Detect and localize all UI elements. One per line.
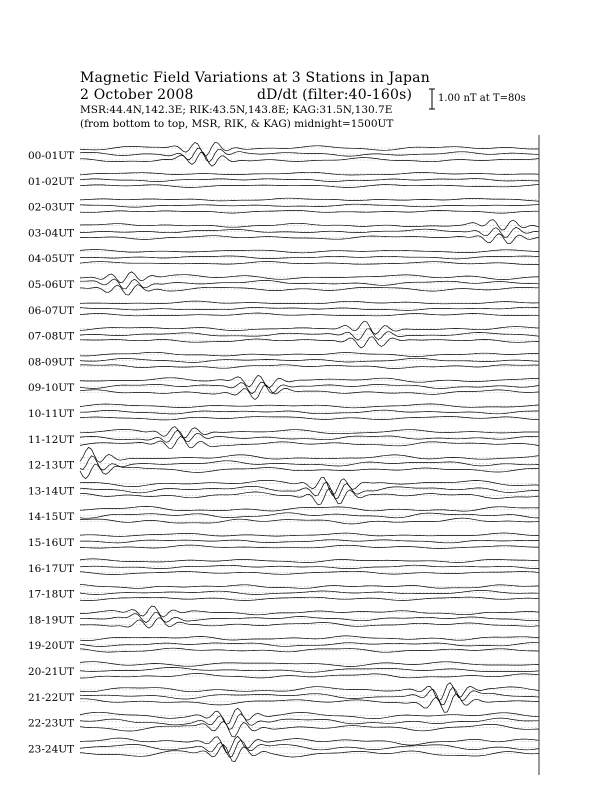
trace-rik: [80, 256, 539, 259]
trace-kag: [80, 365, 539, 369]
station-order-note: (from bottom to top, MSR, RIK, & KAG) midnight=1500UT: [80, 118, 394, 130]
trace-msr: [80, 636, 539, 641]
trace-msr: [80, 447, 539, 462]
hour-label: 03-04UT: [28, 227, 75, 240]
trace-rows: [28, 143, 539, 762]
trace-msr: [80, 427, 539, 438]
trace-kag: [80, 313, 539, 316]
hour-label: 16-17UT: [28, 562, 75, 575]
trace-msr: [80, 736, 539, 752]
scale-label: 1.00 nT at T=80s: [438, 93, 526, 104]
trace-msr: [80, 272, 539, 283]
trace-rik: [80, 307, 539, 310]
trace-msr: [80, 559, 539, 563]
trace-msr: [80, 172, 539, 175]
trace-msr: [80, 352, 539, 356]
hour-label: 11-12UT: [28, 433, 75, 446]
hour-label: 15-16UT: [28, 537, 75, 549]
trace-rik: [80, 179, 539, 182]
trace-rik: [80, 410, 539, 414]
trace-msr: [80, 404, 539, 408]
hour-label: 10-11UT: [28, 408, 75, 420]
hour-label: 04-05UT: [28, 253, 75, 266]
trace-rik: [80, 687, 539, 705]
trace-kag: [80, 648, 539, 652]
hour-label: 12-13UT: [28, 459, 75, 472]
hour-label: 02-03UT: [28, 201, 75, 214]
trace-kag: [80, 545, 539, 548]
trace-msr: [80, 477, 539, 495]
scale-bar: [429, 89, 435, 109]
trace-msr: [80, 708, 539, 724]
trace-rik: [80, 358, 539, 362]
trace-kag: [80, 153, 539, 167]
trace-msr: [80, 198, 539, 201]
hour-label: 19-20UT: [28, 640, 75, 653]
trace-msr: [80, 321, 539, 334]
trace-msr: [80, 533, 539, 536]
hour-label: 05-06UT: [28, 279, 75, 291]
hour-label: 06-07UT: [28, 304, 75, 317]
trace-rik: [80, 590, 539, 594]
trace-rik: [80, 513, 539, 518]
trace-rik: [80, 204, 539, 207]
trace-rik: [80, 382, 539, 394]
hour-label: 20-21UT: [28, 666, 75, 678]
trace-rik: [80, 329, 539, 340]
trace-rik: [80, 227, 539, 237]
trace-rik: [80, 667, 539, 672]
trace-kag: [80, 488, 539, 505]
trace-kag: [80, 262, 539, 265]
hour-label: 21-22UT: [28, 691, 75, 704]
hour-label: 17-18UT: [28, 588, 75, 601]
hour-label: 22-23UT: [28, 717, 75, 730]
trace-kag: [80, 721, 539, 737]
hour-label: 00-01UT: [28, 150, 75, 162]
hour-label: 14-15UT: [28, 511, 75, 524]
trace-rik: [80, 279, 539, 289]
trace-kag: [80, 417, 539, 420]
hour-label: 01-02UT: [28, 175, 75, 188]
trace-msr: [80, 683, 539, 701]
trace-kag: [80, 674, 539, 679]
hour-label: 18-19UT: [28, 614, 75, 627]
hour-label: 23-24UT: [28, 743, 75, 756]
trace-rik: [80, 540, 539, 543]
trace-msr: [80, 585, 539, 589]
trace-msr: [80, 606, 539, 617]
quantity-label: dD/dt (filter:40-160s): [257, 87, 413, 103]
trace-kag: [80, 210, 539, 213]
trace-kag: [80, 597, 539, 600]
date-and-quantity: [80, 87, 413, 103]
hour-label: 07-08UT: [28, 330, 75, 343]
trace-msr: [80, 506, 539, 511]
chart-title: Magnetic Field Variations at 3 Stations in Japan: [80, 70, 430, 86]
trace-msr: [80, 250, 539, 253]
trace-kag: [80, 337, 539, 348]
hour-label: 09-10UT: [28, 382, 75, 395]
trace-kag: [80, 745, 539, 762]
trace-rik: [80, 643, 539, 647]
hour-label: 08-09UT: [28, 356, 75, 369]
trace-msr: [80, 662, 539, 667]
trace-rik: [80, 565, 539, 568]
trace-kag: [80, 234, 539, 244]
date-label: 2 October 2008: [80, 87, 194, 103]
trace-kag: [80, 618, 539, 628]
trace-msr: [80, 301, 539, 304]
trace-kag: [80, 518, 539, 524]
hour-label: 13-14UT: [28, 485, 75, 498]
station-coordinates: MSR:44.4N,142.3E; RIK:43.5N,143.8E; KAG:31.5N,130.7E: [80, 104, 393, 116]
trace-kag: [80, 571, 539, 574]
trace-kag: [80, 185, 539, 188]
trace-kag: [80, 465, 539, 479]
trace-msr: [80, 220, 539, 231]
trace-kag: [80, 694, 539, 713]
